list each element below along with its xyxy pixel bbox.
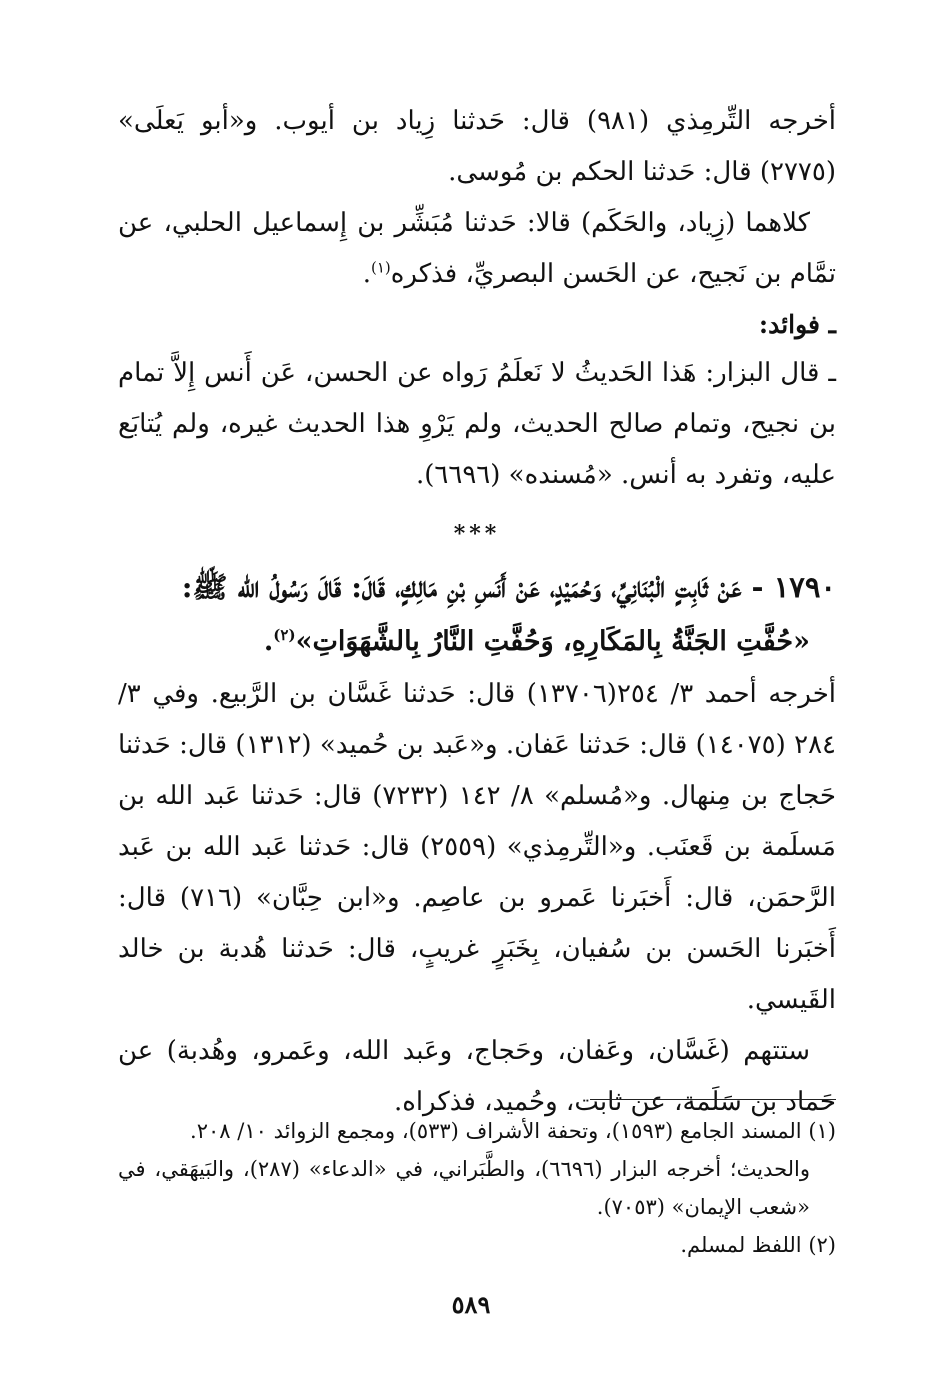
paragraph-fawaid: ـ قال البزار: هَذا الحَديثُ لا نَعلَمُ رَواه عن الحسن، عَن أَنس إِلاَّ تمام بن نجيح، وتمام صالح الحديث، ولم يَرْوِ هذا الحديث غيره، ولم يُتابَع عليه، وتفرد به أنس. «مُسنده» (٦٦٩٦). <box>118 358 836 490</box>
paragraph-takhrij-2-end: . <box>362 259 371 289</box>
footnote-divider <box>590 1099 836 1100</box>
paragraph-takhrij-3: أخرجه أحمد ٣/ ٢٥٤(١٣٧٠٦) قال: حَدثنا غَسَّان بن الرَّبيع. وفي ٣/ ٢٨٤ (١٤٠٧٥) قال: حَدثنا عَفان. و«عَبد بن حُميد» (١٣١٢) قال: حَدثنا حَجاج بن مِنهال. و«مُسلم» ٨/ ١٤٢ (٧٢٣٢) قال: حَدثنا عَبد الله بن مَسلَمة بن قَعنَب. و«التِّرمِذي» (٢٥٥٩) قال: حَدثنا عَبد الله بن عَبد الرَّحمَن، قال: أَخبَرنا عَمرو بن عاصِم. و«ابن حِبَّان» (٧١٦) قال: أَخبَرنا الحَسن بن سُفيان، بِخَبَرٍ غريبٍ، قال: حَدثنا هُدبة بن خالد القَيسي. <box>118 679 837 1015</box>
footnote-ref-2: (٢) <box>273 626 296 644</box>
footnote-ref-1: (١) <box>371 258 391 277</box>
hadith-text-end: . <box>263 626 274 657</box>
page-body <box>118 96 837 1257</box>
paragraph-takhrij-1: أخرجه التِّرمِذي (٩٨١) قال: حَدثنا زِياد بن أيوب. و«أبو يَعلَى» (٢٧٧٥) قال: حَدثنا الحكم بن مُوسى. <box>118 106 837 187</box>
paragraph-takhrij-2-text: كلاهما (زِياد، والحَكَم) قالا: حَدثنا مُبَشِّر بن إِسماعيل الحلبي، عن تمَّام بن نَجيح، عن الحَسن البصريِّ، فذكره <box>118 208 836 289</box>
hadith-header: ١٧٩٠ - عَنْ ثَابِتٍ الْبُنَانِيِّ، وَحُمَيْدٍ، عَنْ أَنَسِ بْنِ مَالِكٍ، قَالَ: قَالَ رَسُولُ الله ﷺ: <box>181 570 836 604</box>
hadith-text-body: «حُفَّتِ الجَنَّةُ بِالمَكَارِهِ، وَحُفَّتِ النَّارُ بِالشَّهَوَاتِ» <box>295 626 810 657</box>
hadith-text <box>118 615 836 669</box>
footnote-2: (٢) اللفظ لمسلم. <box>680 1233 836 1257</box>
paragraph-takhrij-2 <box>118 198 836 300</box>
footnote-1-continuation: والحديث؛ أخرجه البزار (٦٦٩٦)، والطَّبَراني، في «الدعاء» (٢٨٧)، والبَيهَقي، في «شعب الإيمان» (٧٠٥٣). <box>118 1157 811 1219</box>
footnote-1: (١) المسند الجامع (١٥٩٣)، وتحفة الأشراف (٥٣٣)، ومجمع الزوائد ١٠/ ٢٠٨. <box>190 1119 836 1143</box>
paragraph-takhrij-4: ستتهم (غَسَّان، وعَفان، وحَجاج، وعَبد الله، وعَمرو، وهُدبة) عن حَماد بن سَلَمة، عن ثابت، وحُميد، فذكراه. <box>118 1036 836 1117</box>
section-separator: *** <box>453 521 501 547</box>
fawaid-heading: ـ فوائد: <box>758 310 836 339</box>
page-number: ٥٨٩ <box>451 1290 491 1319</box>
footnotes <box>118 1112 836 1264</box>
